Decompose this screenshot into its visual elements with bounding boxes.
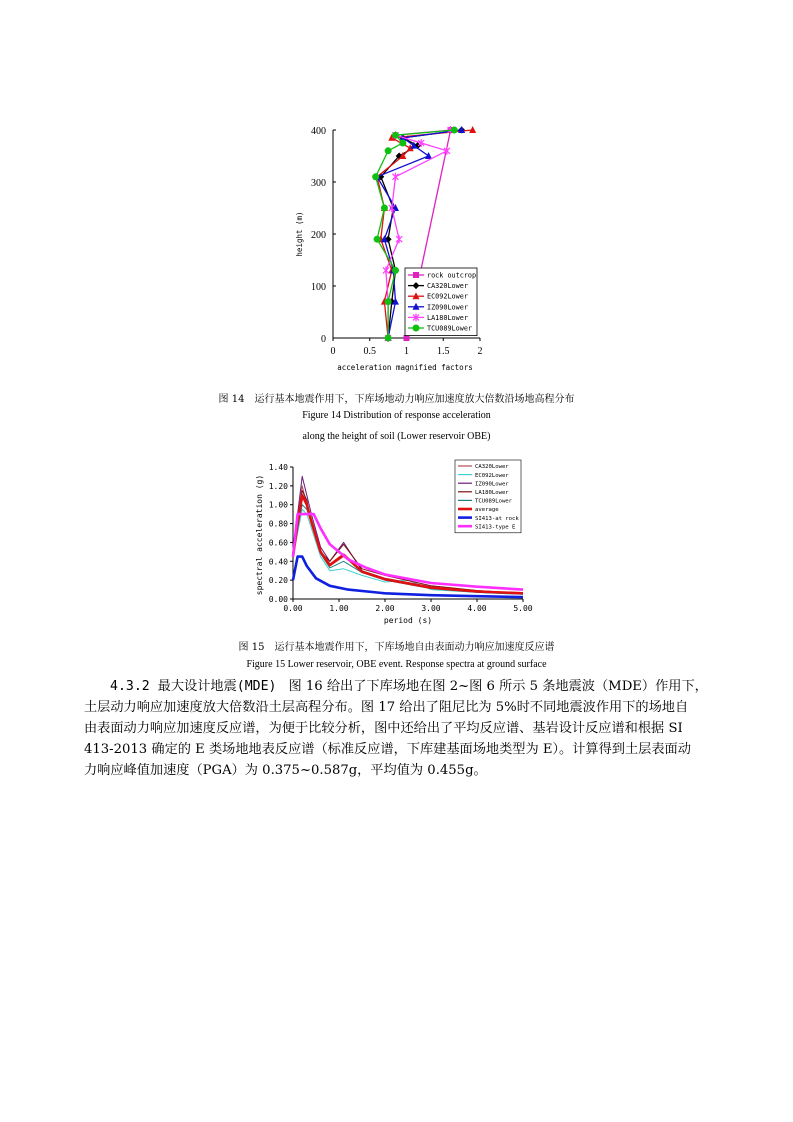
figure-15-legend-label: TCU089Lower: [475, 498, 513, 505]
figure-15-y-tick-label: 0.20: [268, 576, 288, 586]
figure-14-caption-en-1: Figure 14 Distribution of response acceleration: [302, 410, 491, 421]
figure-15-legend-label: average: [475, 507, 499, 514]
figure-15-y-tick-label: 0.00: [268, 595, 288, 604]
figure-15-legend-label: CA320Lower: [475, 464, 509, 471]
figure-15-caption-en: Figure 15 Lower reservoir, OBE event. Response spectra at ground surface: [246, 659, 547, 670]
figure-14-legend: [405, 268, 477, 336]
figure-14-point-iz090lower: [425, 152, 432, 159]
figure-15-legend-box: [455, 460, 521, 533]
figure-14-legend-marker: [413, 272, 419, 278]
figure-14-x-tick-label: 0.5: [363, 346, 376, 357]
figure-15-y-tick-label: 1.00: [268, 500, 288, 510]
figure-14-point-la180lower: [396, 235, 402, 243]
section-heading: 4.3.2 最大设计地震(MDE): [110, 679, 277, 694]
figure-14-legend-label: EC092Lower: [427, 292, 468, 301]
figure-15-legend-label: IZ090Lower: [475, 481, 509, 488]
figure-14-point-tcu089lower: [385, 147, 392, 154]
figure-14-point-la180lower: [392, 173, 398, 181]
figure-14-x-tick-label: 0: [330, 346, 336, 357]
figure-15-x-tick-label: 0.00: [283, 604, 303, 613]
figure-14-point-tcu089lower: [385, 298, 392, 305]
figure-14-point-tcu089lower: [372, 173, 379, 180]
figure-14-caption-en-2: along the height of soil (Lower reservoir OBE): [302, 431, 491, 442]
figure-14-point-tcu089lower: [374, 236, 381, 243]
figure-14-legend-label: IZ090Lower: [427, 303, 468, 312]
figure-15-x-tick-label: 2.00: [375, 604, 395, 613]
figure-15-y-tick-label: 0.80: [268, 519, 288, 529]
figure-14-x-tick-label: 1.5: [437, 346, 450, 357]
figure-14-legend-label: rock outcrop: [427, 271, 477, 280]
figure-15-xlabel: period (s): [383, 616, 433, 625]
figure-14-point-tcu089lower: [381, 205, 388, 212]
figure-14-x-tick-label: 2: [477, 346, 483, 357]
figure-14-y-tick-label: 100: [311, 282, 326, 293]
figure-14-y-tick-label: 400: [311, 126, 326, 137]
figure-14-caption-cn: 图 14 运行基本地震作用下，下库场地动力响应加速度放大倍数沿场地高程分布: [218, 394, 575, 405]
line-1: 图 16 给出了下库场地在图 2~图 6 所示 5 条地震波（MDE）作用下，: [288, 679, 708, 694]
figure-14-y-tick-label: 300: [311, 178, 326, 189]
figure-14-point-tcu089lower: [392, 132, 399, 139]
line-3: 由表面动力响应加速度反应谱，为便于比较分析，图中还给出了平均反应谱、基岩设计反应谱和根据 SI: [84, 721, 683, 736]
line-2: 土层动力响应加速度放大倍数沿土层高程分布。图 17 给出了阻尼比为 5%时不同地震波作用下的场地自: [84, 700, 689, 715]
figure-14-legend-marker: [413, 325, 420, 332]
figure-14-legend-label: LA180Lower: [427, 313, 468, 322]
figure-15-x-tick-label: 3.00: [421, 604, 441, 613]
figure-14-point-tcu089lower: [399, 140, 406, 147]
figure-15-ylabel: spectral acceleration (g): [255, 474, 264, 596]
figure-15-legend-label: SI413-at rock: [475, 515, 519, 522]
figure-15-legend-label: EC092Lower: [475, 472, 509, 479]
figure-14-x-tick-label: 1: [404, 346, 409, 357]
paragraph-line-1: [84, 676, 714, 697]
figure-14-xlabel: acceleration magnified factors: [337, 363, 473, 372]
figure-14-ylabel: height (m): [295, 211, 304, 257]
figure-15-y-tick-label: 0.60: [268, 538, 288, 548]
figure-15-x-tick-label: 5.00: [513, 604, 533, 613]
figure-14-point-la180lower: [383, 266, 389, 274]
figure-14-point-tcu089lower: [451, 127, 458, 134]
figure-15-caption-cn: 图 15 运行基本地震作用下，下库场地自由表面动力响应加速度反应谱: [238, 642, 555, 653]
figure-15-x-tick-label: 1.00: [329, 604, 349, 613]
figure-15-x-tick-label: 4.00: [467, 604, 487, 613]
section-4-3-2: [84, 676, 714, 781]
figure-14-point-tcu089lower: [392, 267, 399, 274]
figure-15-y-tick-label: 1.20: [268, 481, 288, 491]
figure-14-point-ec092lower: [469, 126, 476, 133]
figure-14-y-tick-label: 0: [321, 334, 326, 345]
figure-15-chart: [0, 455, 793, 635]
line-5: 力响应峰值加速度（PGA）为 0.375~0.587g，平均值为 0.455g。: [84, 763, 487, 778]
figure-14-legend-label: CA320Lower: [427, 282, 468, 291]
line-4: 413-2013 确定的 E 类场地地表反应谱（标准反应谱，下库建基面场地类型为 E）。计算得到土层表面动: [84, 742, 691, 757]
figure-14-chart: [0, 0, 793, 390]
figure-15-legend-label: SI413-type E: [475, 524, 516, 531]
figure-14-legend-label: TCU089Lower: [427, 324, 473, 333]
figure-15-legend-label: LA180Lower: [475, 490, 509, 496]
figure-14-point-tcu089lower: [385, 335, 392, 342]
figure-15-legend: [455, 460, 521, 533]
figure-15-y-tick-label: 1.40: [268, 463, 288, 472]
figure-15-y-tick-label: 0.40: [268, 557, 288, 567]
figure-14-y-tick-label: 200: [311, 230, 326, 241]
